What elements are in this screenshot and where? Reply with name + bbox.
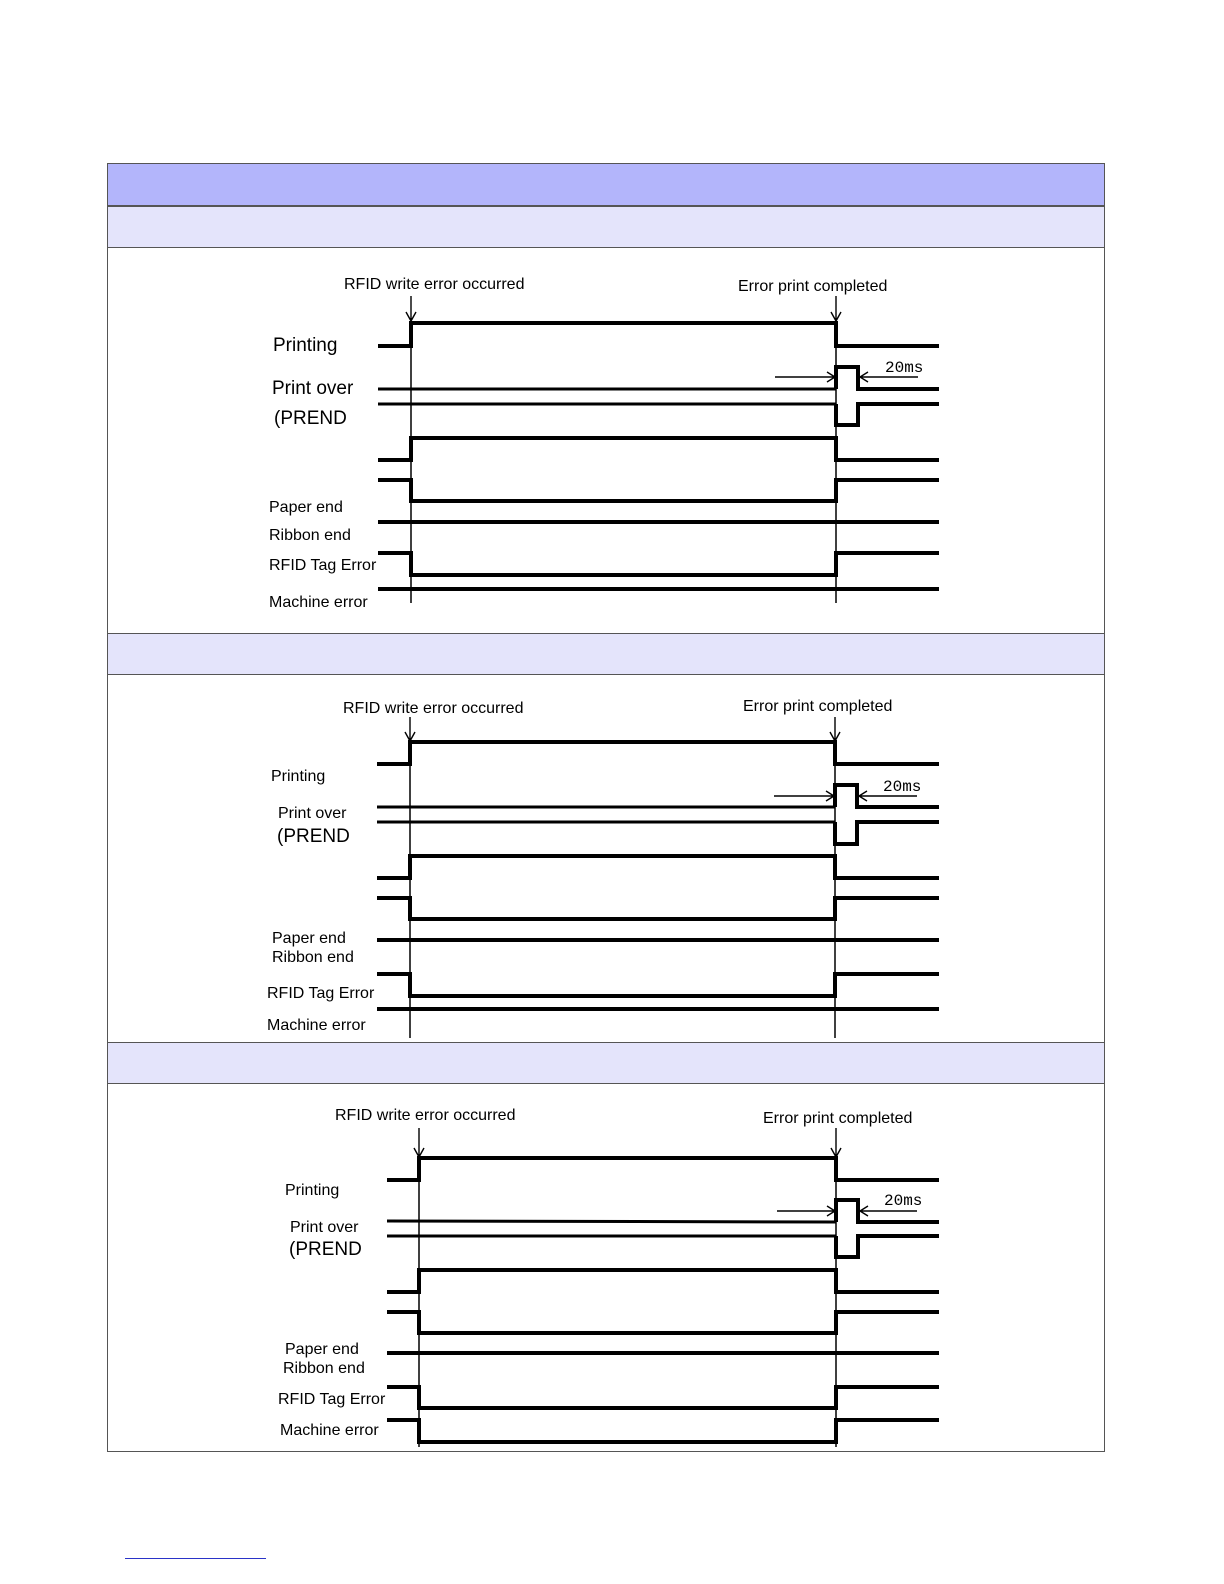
print-over-pulse-b	[836, 404, 939, 425]
down-arrow-icon	[830, 717, 840, 741]
signal-label-ribbon-end: Ribbon end	[283, 1360, 365, 1377]
section-header-2	[108, 633, 1104, 675]
signal-label-prend: (PREND	[289, 1239, 362, 1260]
signal-low	[387, 1312, 939, 1333]
pulse-width-label: 20ms	[884, 1192, 923, 1210]
event-end-label: Error print completed	[763, 1110, 913, 1127]
printing-signal	[387, 1158, 939, 1180]
down-arrow-icon	[414, 1128, 424, 1157]
event-start-label: RFID write error occurred	[343, 700, 524, 717]
timing-diagram-2	[108, 675, 1104, 1042]
signal-label-ribbon-end: Ribbon end	[272, 949, 354, 966]
signal-high	[387, 1270, 939, 1292]
signal-label-rfid-tag-error: RFID Tag Error	[269, 557, 377, 574]
down-arrow-icon	[406, 296, 416, 321]
down-arrow-icon	[831, 296, 841, 321]
signal-label-paper-end: Paper end	[272, 930, 346, 947]
footnote-separator	[125, 1558, 266, 1559]
signal-label-machine-error: Machine error	[269, 594, 368, 611]
print-over-pulse-b	[836, 1236, 939, 1257]
arrow-right-icon	[774, 791, 834, 801]
signal-label-print-over: Print over	[290, 1219, 359, 1236]
signal-label-machine-error: Machine error	[280, 1422, 379, 1439]
signal-label-paper-end: Paper end	[285, 1341, 359, 1358]
signal-label-paper-end: Paper end	[269, 499, 343, 516]
signal-label-rfid-tag-error: RFID Tag Error	[267, 985, 375, 1002]
signal-label-printing: Printing	[285, 1182, 340, 1199]
signal-high	[377, 856, 939, 878]
printing-signal	[378, 323, 939, 346]
printing-signal	[377, 742, 939, 764]
signal-label-print-over: Print over	[272, 378, 354, 399]
signal-label-prend: (PREND	[277, 826, 350, 847]
pulse-width-label: 20ms	[883, 778, 922, 796]
signal-label-rfid-tag-error: RFID Tag Error	[278, 1391, 386, 1408]
signal-label-prend: (PREND	[274, 408, 347, 429]
signal-label-printing: Printing	[273, 335, 338, 356]
pulse-width-label: 20ms	[885, 359, 924, 377]
signal-high	[378, 438, 939, 460]
arrow-right-icon	[775, 372, 835, 382]
print-over-pulse-b	[835, 822, 939, 844]
signal-label-ribbon-end: Ribbon end	[269, 527, 351, 544]
rfid-tag-error-signal	[387, 1387, 939, 1408]
print-over-line-a	[387, 1221, 836, 1222]
rfid-tag-error-signal	[378, 553, 939, 575]
event-end-label: Error print completed	[743, 698, 893, 715]
signal-label-machine-error: Machine error	[267, 1017, 366, 1034]
timing-chart-table	[107, 163, 1105, 1452]
signal-low	[377, 898, 939, 919]
event-start-label: RFID write error occurred	[335, 1107, 516, 1124]
section-header-3	[108, 1042, 1104, 1084]
arrow-right-icon	[777, 1206, 835, 1216]
rfid-tag-error-signal	[377, 974, 939, 996]
down-arrow-icon	[831, 1128, 841, 1157]
signal-label-printing: Printing	[271, 768, 326, 785]
signal-low	[378, 480, 939, 501]
event-end-label: Error print completed	[738, 278, 888, 295]
section-header-1	[108, 206, 1104, 248]
timing-diagram-3	[108, 1084, 1104, 1452]
down-arrow-icon	[405, 717, 415, 741]
timing-diagram-1	[108, 248, 1104, 633]
event-start-label: RFID write error occurred	[344, 276, 525, 293]
table-header	[108, 164, 1104, 206]
machine-error-signal	[387, 1420, 939, 1442]
signal-label-print-over: Print over	[278, 805, 347, 822]
